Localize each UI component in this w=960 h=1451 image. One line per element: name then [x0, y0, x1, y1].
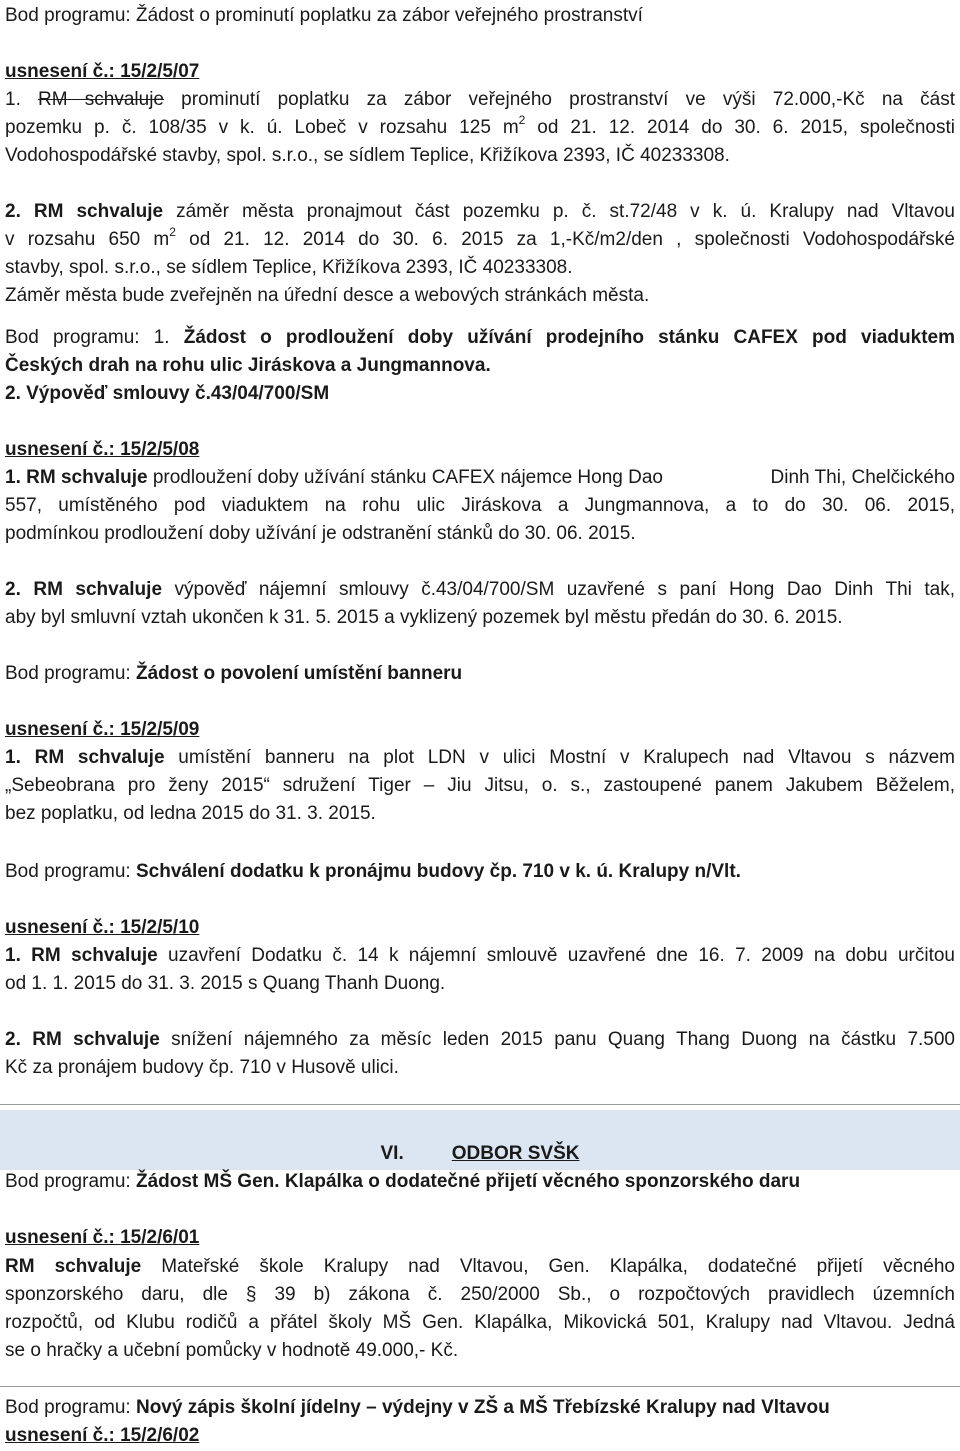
- paragraph-line: Záměr města bude zveřejněn na úřední desce a webových stránkách města.: [5, 285, 650, 306]
- resolution-number: usnesení č.: 15/2/6/02: [5, 1425, 200, 1446]
- paragraph-line: podmínkou prodloužení doby užívání je odstranění stánků do 30. 06. 2015.: [5, 523, 636, 544]
- section-number: VI.: [380, 1143, 404, 1164]
- paragraph-line: 1. RM schvaluje prominutí poplatku za zábor veřejného prostranství ve výši 72.000,-Kč na část: [5, 89, 955, 110]
- agenda-item-heading: Bod programu: Žádost o povolení umístění banneru: [5, 663, 463, 684]
- paragraph-line: od 1. 1. 2015 do 31. 3. 2015 s Quang Thanh Duong.: [5, 973, 446, 994]
- paragraph-line: se o hračky a učební pomůcky v hodnotě 49.000,- Kč.: [5, 1340, 459, 1361]
- paragraph-line: Kč za pronájem budovy čp. 710 v Husově ulici.: [5, 1057, 399, 1078]
- paragraph-line: 2. RM schvaluje záměr města pronajmout část pozemku p. č. st.72/48 v k. ú. Kralupy nad Vltavou: [5, 201, 955, 222]
- struck-text: RM schvaluje: [38, 89, 164, 110]
- agenda-item-heading: Bod programu: Žádost MŠ Gen. Klapálka o dodatečné přijetí věcného sponzorského daru: [5, 1171, 801, 1192]
- paragraph-line: RM schvaluje Mateřské škole Kralupy nad Vltavou, Gen. Klapálka, dodatečné přijetí věcného: [5, 1256, 955, 1277]
- paragraph-line: pozemku p. č. 108/35 v k. ú. Lobeč v rozsahu 125 $m^2$ od 21. 12. 2014 do 30. 6. 2015, společnosti: [5, 112, 955, 138]
- paragraph-line: „Sebeobrana pro ženy 2015“ sdružení Tiger – Jiu Jitsu, o. s., zastoupené panem Jakubem Běželem,: [5, 775, 955, 796]
- paragraph-line: Vodohospodářské stavby, spol. s.r.o., se sídlem Teplice, Křižíkova 2393, IČ 40233308.: [5, 145, 730, 166]
- agenda-item-heading: [5, 2, 955, 30]
- agenda-item-heading: Bod programu: Schválení dodatku k pronájmu budovy čp. 710 v k. ú. Kralupy n/Vlt.: [5, 861, 741, 882]
- paragraph-line: bez poplatku, od ledna 2015 do 31. 3. 2015.: [5, 803, 376, 824]
- resolution-number: usnesení č.: 15/2/5/10: [5, 917, 200, 938]
- paragraph-line: 1. RM schvaluje umístění banneru na plot LDN v ulici Mostní v Kralupech nad Vltavou s názvem: [5, 747, 955, 768]
- agenda-title: Českých drah na rohu ulic Jiráskova a Jungmannova.: [5, 355, 491, 376]
- agenda-item-heading: Bod programu: Nový zápis školní jídelny – výdejny v ZŠ a MŠ Třebízské Kralupy nad Vltavou: [5, 1397, 830, 1418]
- paragraph-line: 1. RM schvaluje uzavření Dodatku č. 14 k nájemní smlouvě uzavřené dne 16. 7. 2009 na dobu určitou: [5, 945, 955, 966]
- divider: [0, 1386, 960, 1387]
- paragraph-line: sponzorského daru, dle § 39 b) zákona č. 250/2000 Sb., o rozpočtových pravidlech územních: [5, 1284, 955, 1305]
- section-heading: [0, 1140, 960, 1168]
- agenda-label: Bod programu: [5, 5, 126, 26]
- paragraph-line: 2. RM schvaluje výpověď nájemní smlouvy č.43/04/700/SM uzavřené s paní Hong Dao Dinh Thi tak,: [5, 579, 955, 600]
- agenda-item-heading: Bod programu: 1. Žádost o prodloužení doby užívání prodejního stánku CAFEX pod viaduktem: [5, 327, 956, 348]
- agenda-title: : Žádost o prominutí poplatku za zábor veřejného prostranství: [125, 5, 643, 26]
- resolution-number: usnesení č.: 15/2/5/08: [5, 439, 200, 460]
- section-title: ODBOR SVŠK: [451, 1143, 580, 1164]
- paragraph-line: rozpočtů, od Klubu rodičů a přátel školy MŠ Gen. Klapálka, Mikovická 501, Kralupy nad Vltavou. Jedná: [5, 1312, 955, 1333]
- paragraph-line: stavby, spol. s.r.o., se sídlem Teplice, Křižíkova 2393, IČ 40233308.: [5, 257, 573, 278]
- paragraph-line: 557, umístěného pod viaduktem na rohu ulic Jiráskova a Jungmannova, a to do 30. 06. 2015,: [5, 495, 955, 516]
- paragraph-line: 1. RM schvaluje prodloužení doby užívání stánku CAFEX nájemce Hong Dao Dinh Thi, Chelčického: [5, 467, 955, 488]
- resolution-number: usnesení č.: 15/2/5/07: [5, 61, 200, 82]
- resolution-number: usnesení č.: 15/2/5/09: [5, 719, 200, 740]
- paragraph-line: v rozsahu 650 $m^2$ od 21. 12. 2014 do 30. 6. 2015 za 1,-Kč/m2/den , společnosti Vodohospodářské: [5, 224, 956, 250]
- resolution-number: usnesení č.: 15/2/6/01: [5, 1227, 200, 1248]
- paragraph-line: aby byl smluvní vztah ukončen k 31. 5. 2015 a vyklizený pozemek byl městu předán do 30. 6. 2015.: [5, 607, 843, 628]
- paragraph-line: 2. RM schvaluje snížení nájemného za měsíc leden 2015 panu Quang Thang Duong na částku 7.500: [5, 1029, 955, 1050]
- divider: [0, 1104, 960, 1105]
- agenda-title: 2. Výpověď smlouvy č.43/04/700/SM: [5, 383, 330, 404]
